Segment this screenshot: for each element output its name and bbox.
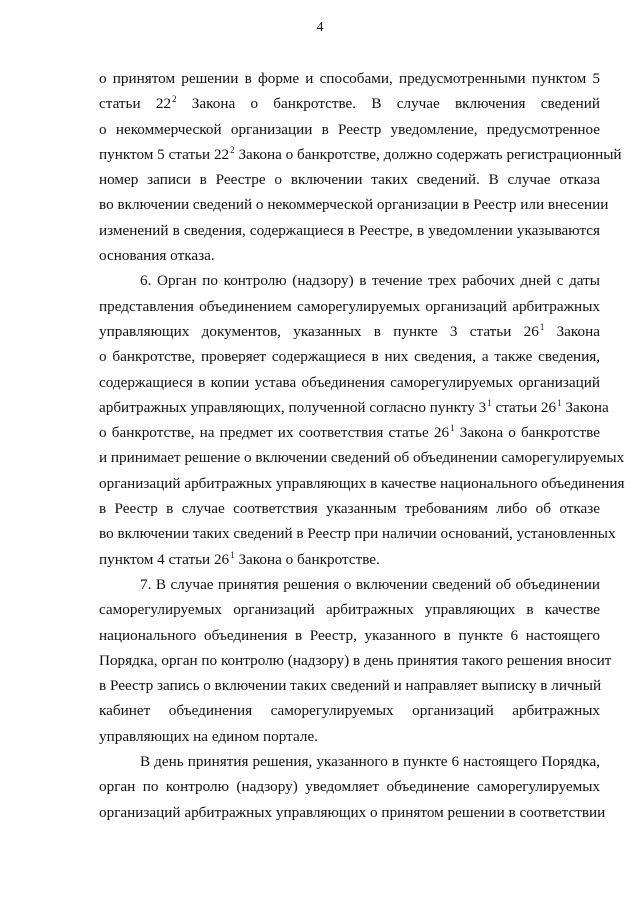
text-line: в Реестр запись о включении таких сведений и направляет выписку в личный xyxy=(99,677,602,695)
superscript: 1 xyxy=(450,423,455,434)
text-line: Порядка, орган по контролю (надзору) в день принятия такого решения вносит xyxy=(99,651,612,669)
text-line: и принимает решение о включении сведений об объединении саморегулируемых xyxy=(99,449,625,467)
superscript: 2 xyxy=(230,144,235,155)
text-line: управляющих документов, указанных в пункте 3 статьи $26^1$ Закона xyxy=(99,321,600,340)
text-line: о принятом решении в форме и способами, предусмотренными пунктом 5 xyxy=(99,70,600,87)
superscript: 1 xyxy=(557,397,562,408)
text-line: представления объединением саморегулируемых организаций арбитражных xyxy=(99,297,600,315)
superscript: 2 xyxy=(172,94,177,105)
text-line: изменений в сведения, содержащиеся в Реестре, в уведомлении указываются xyxy=(99,221,600,239)
text-line: о банкротстве, на предмет их соответствия статье $26^1$ Закона о банкротстве xyxy=(99,423,601,442)
text-line: организаций арбитражных управляющих в качестве национального объединения xyxy=(99,474,625,492)
text-line: национального объединения в Реестр, указанного в пункте 6 настоящего xyxy=(99,626,600,644)
text-line: пунктом 5 статьи $22^2$ Закона о банкротстве, должно содержать регистрационный xyxy=(99,144,622,163)
superscript: 1 xyxy=(230,549,235,560)
paragraph-6-first-line: 6. Орган по контролю (надзору) в течение трех рабочих дней с даты xyxy=(140,272,600,290)
text-line: орган по контролю (надзору) уведомляет объединение саморегулируемых xyxy=(99,778,600,796)
text-line: о некоммерческой организации в Реестр уведомление, предусмотренное xyxy=(99,120,600,138)
superscript: 1 xyxy=(539,321,545,332)
document-body xyxy=(99,66,625,825)
text-line: пунктом 4 статьи $26^1$ Закона о банкротстве. xyxy=(99,549,380,568)
text-line: управляющих на едином портале. xyxy=(99,727,318,745)
text-line: статьи $22^2$ Закона о банкротстве. В случае включения сведений xyxy=(99,94,600,113)
text-line: во включении сведений о некоммерческой организации в Реестр или внесении xyxy=(99,196,609,214)
text-line: номер записи в Реестре о включении таких сведений. В случае отказа xyxy=(99,171,600,189)
paragraph-7-first-line: 7. В случае принятия решения о включении сведений об объединении xyxy=(140,575,600,593)
text-line: в Реестр в случае соответствия указанным требованиям либо об отказе xyxy=(99,500,600,518)
text-line: основания отказа. xyxy=(99,247,215,265)
text-line: во включении таких сведений в Реестр при наличии оснований, установленных xyxy=(99,525,616,543)
text-line: арбитражных управляющих, полученной согласно пункту $3^1$ статьи $26^1$ Закона xyxy=(99,397,609,416)
paragraph-8-first-line: В день принятия решения, указанного в пункте 6 настоящего Порядка, xyxy=(140,753,600,771)
text-line: саморегулируемых организаций арбитражных управляющих в качестве xyxy=(99,601,600,619)
page-number: 4 xyxy=(316,20,324,35)
superscript: 1 xyxy=(487,397,492,408)
text-line: организаций арбитражных управляющих о принятом решении в соответствии xyxy=(99,803,606,821)
text-line: кабинет объединения саморегулируемых организаций арбитражных xyxy=(99,702,600,720)
text-line: содержащиеся в копии устава объединения саморегулируемых организаций xyxy=(99,373,600,391)
text-line: о банкротстве, проверяет содержащиеся в них сведения, а также сведения, xyxy=(99,348,600,366)
